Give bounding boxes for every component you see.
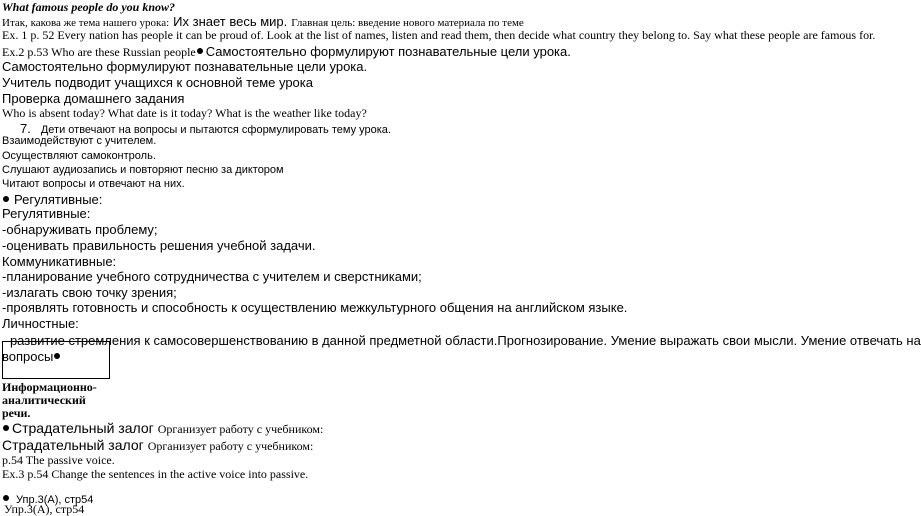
personal-item-c: вопросы [2, 349, 54, 364]
passive-text-2: Организует работу с учебником: [147, 439, 314, 453]
upr-line-2: Упр.3(А), стр54 [4, 502, 85, 516]
personal-item-b: Прогнозирование. Умение выражать свои мысли. Умение отвечать на [497, 333, 921, 348]
passive-heading-2: Страдательный залог [2, 437, 144, 453]
communicative-item-2: -излагать свою точку зрения; [2, 285, 177, 300]
bullet-regulative: Регулятивные: [14, 192, 103, 207]
personal-heading: Личностные: [2, 316, 79, 331]
bullet-icon [3, 196, 9, 202]
numbered-text: Дети отвечают на вопросы и пытаются сформулировать тему урока. [40, 124, 391, 136]
teacher-leads-line: Учитель подводит учащихся к основной теме урока [2, 75, 313, 90]
intro-topic: Их знает весь мир. [173, 14, 288, 29]
exercise-2-goal: Самостоятельно формулируют познавательные цели урока. [205, 44, 571, 59]
info-line-3: речи. [2, 406, 31, 420]
communicative-item-3: -проявлять готовность и способность к осуществлению межкультурного общения на английском языке. [2, 300, 628, 315]
questions-line: Who is absent today? What date is it today? What is the weather like today? [2, 106, 367, 120]
communicative-heading: Коммуникативные: [2, 254, 117, 269]
passive-text-1: Организует работу с учебником: [157, 422, 324, 436]
passive-line-2 [2, 437, 313, 455]
exercise-2: Ex.2 p.53 Who are these Russian people [2, 45, 196, 59]
intro-prefix: Итак, какова же тема нашего урока: [2, 17, 170, 29]
read-line: Читают вопросы и отвечают на них. [2, 178, 185, 190]
regulative-item-2: -оценивать правильность решения учебной задачи. [2, 238, 316, 253]
selfcontrol-line: Осуществляют самоконтроль. [2, 150, 156, 162]
bullet-icon [3, 425, 9, 431]
regulative-item-1: -обнаруживать проблему; [2, 222, 158, 237]
table-cell-box [2, 341, 110, 379]
exercise-2-line [2, 43, 571, 61]
passive-line-1 [2, 420, 323, 438]
passive-heading-1: Страдательный залог [12, 420, 154, 436]
personal-line [2, 332, 921, 350]
communicative-item-1: -планирование учебного сотрудничества с учителем и сверстниками; [2, 269, 422, 284]
info-line-1: Информационно- [2, 380, 97, 394]
regulative-heading: Регулятивные: [2, 206, 91, 221]
bullet-icon [197, 48, 203, 54]
passive-voice-line: p.54 The passive voice. [2, 453, 115, 467]
interact-line: Взаимодействуют с учителем. [2, 135, 157, 147]
info-line-2: аналитический [2, 393, 86, 407]
self-goals-line: Самостоятельно формулируют познавательные цели урока. [2, 59, 368, 74]
bullet-icon [3, 495, 9, 501]
homework-check-line: Проверка домашнего задания [2, 91, 185, 106]
list-number: 7. [20, 121, 31, 136]
exercise-1: Ex. 1 p. 52 Every nation has people it can be proud of. Look at the list of names, listen and read them, then decide what country they belong to. Say what these people are famous for. [2, 28, 876, 42]
exercise-3: Ex.3 p.54 Change the sentences in the active voice into passive. [2, 467, 309, 481]
doc-title: What famous people do you know? [2, 0, 176, 14]
personal-item-a: - развитие стремления к самосовершенствованию в данной предметной области. [2, 333, 498, 348]
intro-goal: Главная цель: введение нового материала по теме [291, 17, 524, 29]
upr-1: Упр.3(А), стр54 [16, 494, 94, 506]
listen-line: Слушают аудиозапись и повторяют песню за диктором [2, 164, 284, 176]
